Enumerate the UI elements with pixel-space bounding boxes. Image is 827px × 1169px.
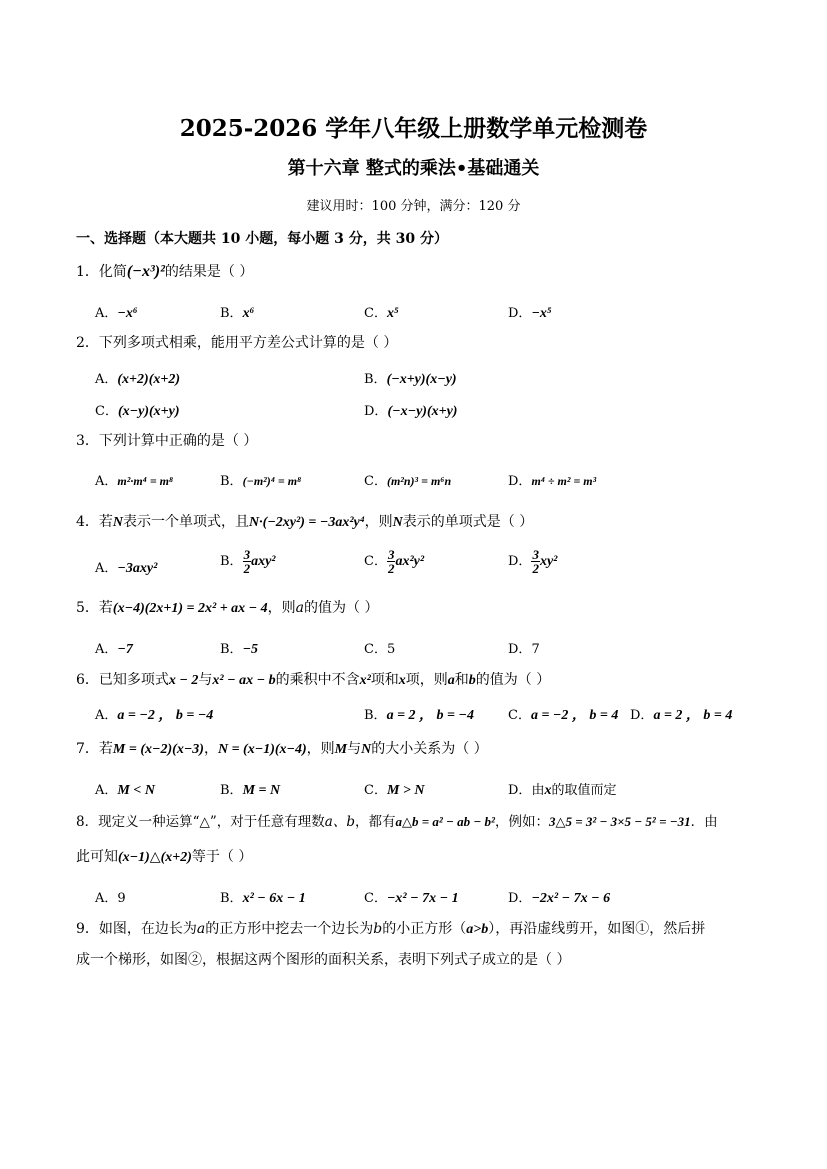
question-1-option-c[interactable]: C．x⁵ (364, 306, 399, 321)
question-2-option-b[interactable]: B．(−x+y)(x−y) (364, 372, 457, 387)
question-8-stem-line-1: 8．现定义一种运算“△”，对于任意有理数a、b，都有a△b = a² − ab − b²，例如：3△5 = 3² − 3×5 − 5² = −31．由 (76, 814, 718, 830)
question-1-option-b[interactable]: B．x⁶ (220, 306, 255, 321)
question-6-stem: 6．已知多项式x − 2与x² − ax − b的乘积中不含x²项和x项，则a和b的值为（ ） (76, 672, 551, 688)
question-5-stem: 5．若(x−4)(2x+1) = 2x² + ax − 4，则a的值为（ ） (76, 600, 379, 616)
question-5-option-c[interactable]: C．5 (364, 642, 396, 657)
page-subtitle: 第十六章 整式的乘法•基础通关 (287, 158, 540, 179)
question-9-stem-line-1: 9．如图，在边长为a的正方形中挖去一个边长为b的小正方形（a>b），再沿虚线剪开，如图①，然后拼 (76, 921, 706, 937)
question-7-option-c[interactable]: C．M > N (364, 783, 425, 798)
question-3-option-b[interactable]: B．(−m²)⁴ = m⁸ (220, 474, 302, 489)
question-3-option-a[interactable]: A．m²·m⁴ = m⁸ (95, 474, 174, 489)
question-4-option-a[interactable]: A．−3axy² (95, 561, 158, 576)
question-6-option-d[interactable]: D．a = 2 ， b = 4 (630, 708, 733, 723)
exam-meta: 建议用时：100 分钟，满分：120 分 (306, 199, 521, 214)
question-2-option-a[interactable]: A．(x+2)(x+2) (95, 372, 180, 387)
question-8-option-c[interactable]: C．−x² − 7x − 1 (364, 891, 459, 906)
question-3-option-d[interactable]: D．m⁴ ÷ m² = m³ (508, 474, 597, 489)
question-3-stem: 3．下列计算中正确的是（ ） (76, 433, 258, 449)
question-4-option-c[interactable]: C． $\frac{3}{2}$ ax²y² (364, 547, 425, 576)
question-6-option-b[interactable]: B．a = 2 ， b = −4 (364, 708, 475, 723)
question-6-option-c[interactable]: C．a = −2 ， b = 4 (508, 708, 619, 723)
question-6-option-a[interactable]: A．a = −2 ， b = −4 (95, 708, 214, 723)
question-2-option-c[interactable]: C．(x−y)(x+y) (95, 404, 180, 419)
question-5-option-d[interactable]: D．7 (508, 642, 540, 657)
question-5-option-a[interactable]: A．−7 (95, 642, 133, 657)
question-3-option-c[interactable]: C．(m²n)³ = m⁶n (364, 474, 452, 489)
question-5-option-b[interactable]: B．−5 (220, 642, 259, 657)
question-7-option-b[interactable]: B．M = N (220, 783, 281, 798)
question-8-option-b[interactable]: B．x² − 6x − 1 (220, 891, 306, 906)
question-1-stem: 1．化简(−x³)²的结果是（ ） (76, 263, 254, 280)
question-1-option-d[interactable]: D．−x⁵ (508, 306, 552, 321)
question-8-stem-line-2: 此可知(x−1)△(x+2)等于（ ） (76, 849, 253, 865)
question-2-stem: 2．下列多项式相乘，能用平方差公式计算的是（ ） (76, 335, 398, 351)
question-7-option-d[interactable]: D．由x的取值而定 (508, 783, 617, 798)
question-4-option-d[interactable]: D． $\frac{3}{2}$ xy² (508, 547, 558, 576)
question-8-option-a[interactable]: A．9 (95, 891, 126, 906)
page-title: 2025-2026 学年八年级上册数学单元检测卷 (179, 115, 648, 142)
question-1-option-a[interactable]: A．−x⁶ (95, 306, 138, 321)
question-4-stem: 4．若N表示一个单项式，且N·(−2xy²) = −3ax²y⁴，则N表示的单项式是（ ） (76, 514, 534, 530)
question-9-stem-line-2: 成一个梯形，如图②，根据这两个图形的面积关系，表明下列式子成立的是（ ） (76, 952, 571, 968)
question-4-option-b[interactable]: B． $\frac{3}{2}$ axy² (220, 547, 276, 576)
question-2-option-d[interactable]: D．(−x−y)(x+y) (364, 404, 458, 419)
question-8-option-d[interactable]: D．−2x² − 7x − 6 (508, 891, 611, 906)
question-7-stem: 7．若M = (x−2)(x−3)，N = (x−1)(x−4)，则M与N的大小关系为（ ） (76, 741, 488, 757)
section-heading: 一、选择题（本大题共 10 小题，每小题 3 分，共 30 分） (76, 231, 448, 247)
question-7-option-a[interactable]: A．M < N (95, 783, 155, 798)
